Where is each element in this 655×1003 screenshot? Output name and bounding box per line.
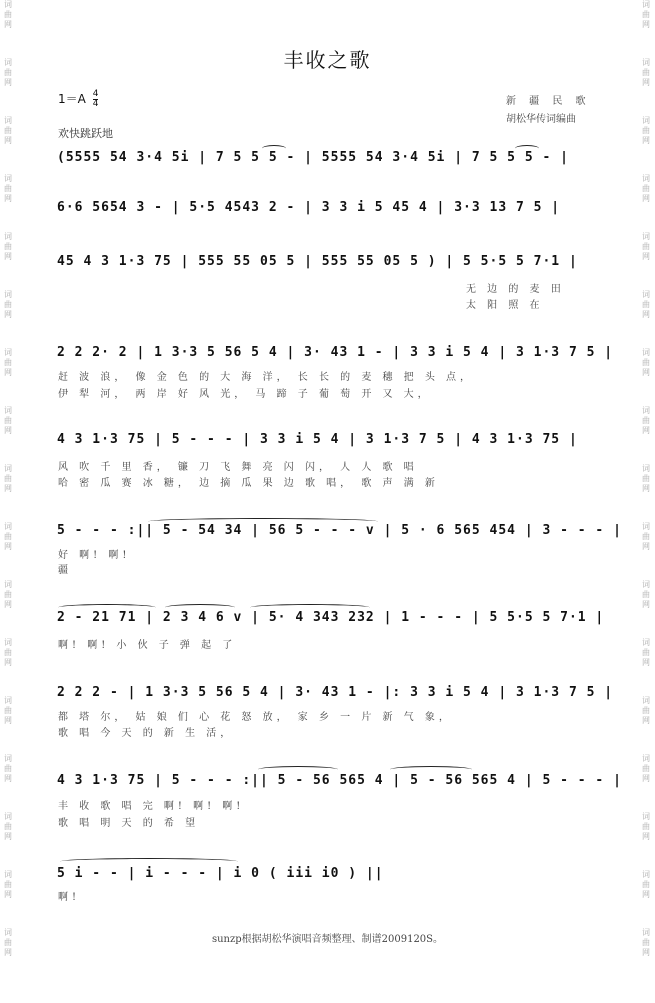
time-numerator: 4 (92, 89, 99, 99)
lyric-line: 赶 波 浪， 像 金 色 的 大 海 洋， 长 长 的 麦 穗 把 头 点， (58, 372, 475, 383)
key-signature (58, 90, 98, 109)
song-arranger: 胡松华传词编曲 (506, 114, 576, 125)
watermark-text: 词 曲 网 (642, 812, 650, 841)
watermark-text: 词 曲 网 (642, 348, 650, 377)
key-prefix: 1＝A (58, 92, 86, 106)
lyric-line: 歌 唱 明 天 的 希 望 (58, 818, 200, 829)
watermark-text: 词 曲 网 (642, 406, 650, 435)
slur-mark (148, 518, 378, 525)
tempo-marking: 欢快跳跃地 (58, 127, 113, 140)
lyric-line: 风 吹 千 里 香， 镰 刀 飞 舞 亮 闪 闪， 人 人 歌 唱 (58, 462, 418, 473)
lyric-line: 都 塔 尔， 姑 娘 们 心 花 怒 放， 家 乡 一 片 新 气 象， (58, 712, 453, 723)
score-line-10: 5 i - - | i - - - | i 0 ( iii i0 ) || (57, 866, 384, 881)
slur-mark (390, 766, 472, 773)
slur-mark (165, 604, 235, 611)
footer-credit: sunzp根据胡松华演唱音频整理、制谱2009120S。 (211, 934, 444, 945)
watermark-text: 词 曲 网 (4, 348, 12, 377)
score-line-4: 2 2 2· 2 | 1 3·3 5 56 5 4 | 3· 43 1 - | 3 3 i 5 4 | 3 1·3 7 5 | (57, 345, 614, 360)
lyric-line: 无 边 的 麦 田 (466, 284, 565, 295)
watermark-right (639, 0, 653, 986)
slur-mark (60, 858, 238, 865)
watermark-text: 词 曲 网 (642, 174, 650, 203)
watermark-text: 词 曲 网 (4, 580, 12, 609)
watermark-text: 词 曲 网 (642, 696, 650, 725)
watermark-text: 词 曲 网 (4, 928, 12, 957)
watermark-text: 词 曲 网 (642, 638, 650, 667)
watermark-text: 词 曲 网 (4, 696, 12, 725)
watermark-text: 词 曲 网 (642, 464, 650, 493)
watermark-text: 词 曲 网 (642, 290, 650, 319)
watermark-text: 词 曲 网 (4, 638, 12, 667)
watermark-text: 词 曲 网 (4, 0, 12, 29)
score-line-9: 4 3 1·3 75 | 5 - - - :|| 5 - 56 565 4 | 5 - 56 565 4 | 5 - - - | (57, 773, 622, 788)
watermark-text: 词 曲 网 (4, 406, 12, 435)
lyric-line: 啊! (58, 892, 81, 903)
lyric-line: 疆 (58, 565, 72, 576)
score-line-6: 5 - - - :|| 5 - 54 34 | 56 5 - - - v | 5 · 6 565 454 | 3 - - - | (57, 523, 622, 538)
score-line-1: (5555 54 3·4 5i | 7 5 5 5 - | 5555 54 3·4 5i | 7 5 5 5 - | (57, 150, 569, 165)
time-denominator: 4 (92, 99, 99, 109)
watermark-text: 词 曲 网 (4, 290, 12, 319)
slur-mark (258, 766, 338, 773)
watermark-text: 词 曲 网 (4, 754, 12, 783)
song-title: 丰收之歌 (283, 48, 372, 72)
watermark-text: 词 曲 网 (642, 580, 650, 609)
watermark-text: 词 曲 网 (642, 58, 650, 87)
lyric-line: 太 阳 照 在 (466, 300, 544, 311)
watermark-text: 词 曲 网 (642, 522, 650, 551)
score-line-3: 45 4 3 1·3 75 | 555 55 05 5 | 555 55 05 5 ) | 5 5·5 5 7·1 | (57, 254, 578, 269)
slur-mark (262, 145, 286, 152)
watermark-text: 词 曲 网 (4, 464, 12, 493)
lyric-line: 歌 唱 今 天 的 新 生 活， (58, 728, 235, 739)
watermark-left (1, 0, 15, 986)
time-signature (93, 90, 99, 109)
watermark-text: 词 曲 网 (4, 116, 12, 145)
score-line-7: 2 - 21 71 | 2 3 4 6 v | 5· 4 343 232 | 1 - - - | 5 5·5 5 7·1 | (57, 610, 605, 625)
watermark-text: 词 曲 网 (4, 174, 12, 203)
score-line-8: 2 2 2 - | 1 3·3 5 56 5 4 | 3· 43 1 - |: 3 3 i 5 4 | 3 1·3 7 5 | (57, 685, 614, 700)
watermark-text: 词 曲 网 (4, 870, 12, 899)
watermark-text: 词 曲 网 (4, 232, 12, 261)
score-line-5: 4 3 1·3 75 | 5 - - - | 3 3 i 5 4 | 3 1·3 7 5 | 4 3 1·3 75 | (57, 432, 578, 447)
score-line-2: 6·6 5654 3 - | 5·5 4543 2 - | 3 3 i 5 45 4 | 3·3 13 7 5 | (57, 200, 561, 215)
watermark-text: 词 曲 网 (4, 58, 12, 87)
slur-mark (58, 604, 156, 611)
watermark-text: 词 曲 网 (642, 0, 650, 29)
watermark-text: 词 曲 网 (642, 232, 650, 261)
watermark-text: 词 曲 网 (642, 754, 650, 783)
watermark-text: 词 曲 网 (642, 116, 650, 145)
watermark-text: 词 曲 网 (4, 812, 12, 841)
lyric-line: 伊 犁 河， 两 岸 好 风 光， 马 蹄 子 葡 萄 开 又 大， (58, 389, 432, 400)
lyric-line: 丰 收 歌 唱 完 啊! 啊! 啊! (58, 801, 245, 812)
watermark-text: 词 曲 网 (4, 522, 12, 551)
lyric-line: 好 啊! 啊! (58, 550, 131, 561)
watermark-text: 词 曲 网 (642, 928, 650, 957)
slur-mark (250, 604, 370, 611)
lyric-line: 哈 密 瓜 赛 冰 糖， 边 摘 瓜 果 边 歌 唱， 歌 声 满 新 (58, 478, 439, 489)
watermark-text: 词 曲 网 (642, 870, 650, 899)
song-origin: 新 疆 民 歌 (506, 96, 591, 107)
lyric-line: 啊! 啊! 小 伙 子 弹 起 了 (58, 640, 237, 651)
slur-mark (515, 145, 539, 152)
